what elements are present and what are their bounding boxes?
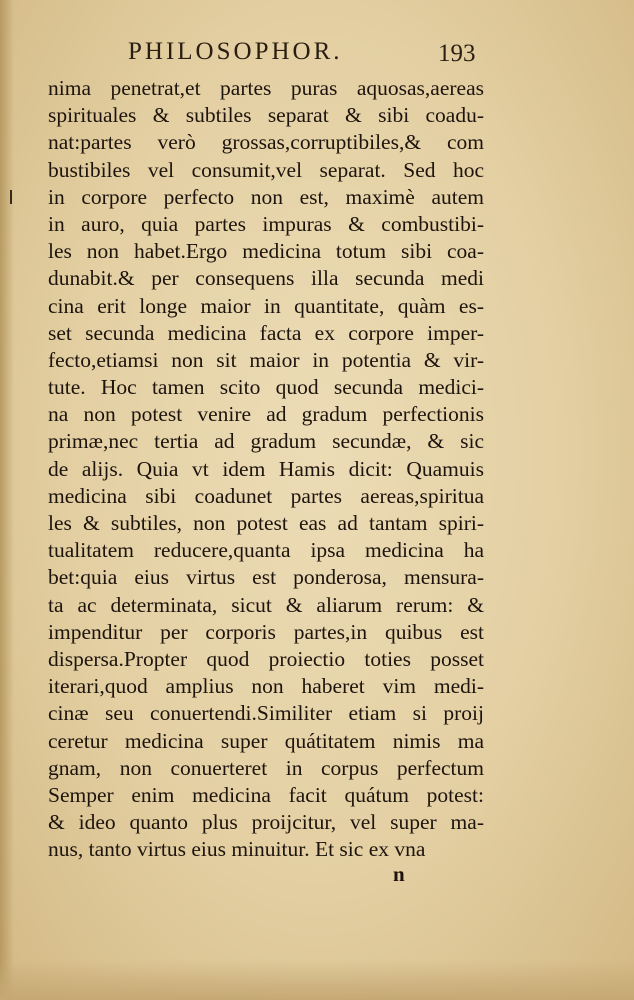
text-line: les & subtiles, non potest eas ad tantam spiri- <box>48 511 484 535</box>
text-line: ceretur medicina super quátitatem nimis ma <box>48 728 484 753</box>
catchword: n <box>393 862 405 886</box>
text-line: in corpore perfecto non est, maximè autem <box>48 184 484 209</box>
page-gutter-shadow <box>0 0 14 1000</box>
text-line: impenditur per corporis partes,in quibus est <box>48 619 484 644</box>
text-line: nima penetrat,et partes puras aquosas,aereas <box>48 76 484 100</box>
running-head: PHILOSOPHOR. <box>128 38 343 65</box>
text-line: & ideo quanto plus proijcitur, vel super ma- <box>48 810 484 835</box>
text-line: nus, tanto virtus eius minuitur. Et sic ex vna <box>48 837 426 862</box>
page-number: 193 <box>438 40 476 67</box>
text-line: ta ac determinata, sicut & aliarum rerum: & <box>48 592 484 617</box>
text-line: medicina sibi coadunet partes aereas,spiritua <box>48 483 484 508</box>
page-bottom-shadow <box>0 960 634 1000</box>
text-line: Semper enim medicina facit quátum potest: <box>48 782 484 807</box>
text-line: dispersa.Propter quod proiectio toties posset <box>48 646 484 671</box>
text-line: in auro, quia partes impuras & combustibi- <box>48 211 484 236</box>
page-header <box>0 38 634 78</box>
text-line: bet:quia eius virtus est ponderosa, mensura- <box>48 565 484 590</box>
text-line: cina erit longe maior in quantitate, quàm es- <box>48 293 484 318</box>
text-line: tualitatem reducere,quanta ipsa medicina ha <box>48 538 484 563</box>
text-line: dunabit.& per consequens illa secunda medi <box>48 266 484 291</box>
text-line: na non potest venire ad gradum perfectionis <box>48 402 484 427</box>
text-line: spirituales & subtiles separat & sibi coadu- <box>48 103 484 128</box>
text-line: bustibiles vel consumit,vel separat. Sed hoc <box>48 157 484 182</box>
text-line: fecto,etiamsi non sit maior in potentia & vir- <box>48 347 484 372</box>
text-line: iterari,quod amplius non haberet vim medi- <box>48 674 484 699</box>
text-line: les non habet.Ergo medicina totum sibi coa- <box>48 239 484 264</box>
text-line: cinæ seu conuertendi.Similiter etiam si proij <box>48 701 484 726</box>
text-line: nat:partes verò grossas,corruptibiles,& com <box>48 130 484 155</box>
margin-mark <box>10 190 12 204</box>
text-line: set secunda medicina facta ex corpore imper- <box>48 320 484 345</box>
text-line: gnam, non conuerteret in corpus perfectum <box>48 755 484 780</box>
text-line: tute. Hoc tamen scito quod secunda medici- <box>48 375 484 400</box>
text-line: de alijs. Quia vt idem Hamis dicit: Quamuis <box>48 456 484 481</box>
text-line: primæ,nec tertia ad gradum secundæ, & sic <box>48 429 484 454</box>
body-text <box>48 75 484 863</box>
